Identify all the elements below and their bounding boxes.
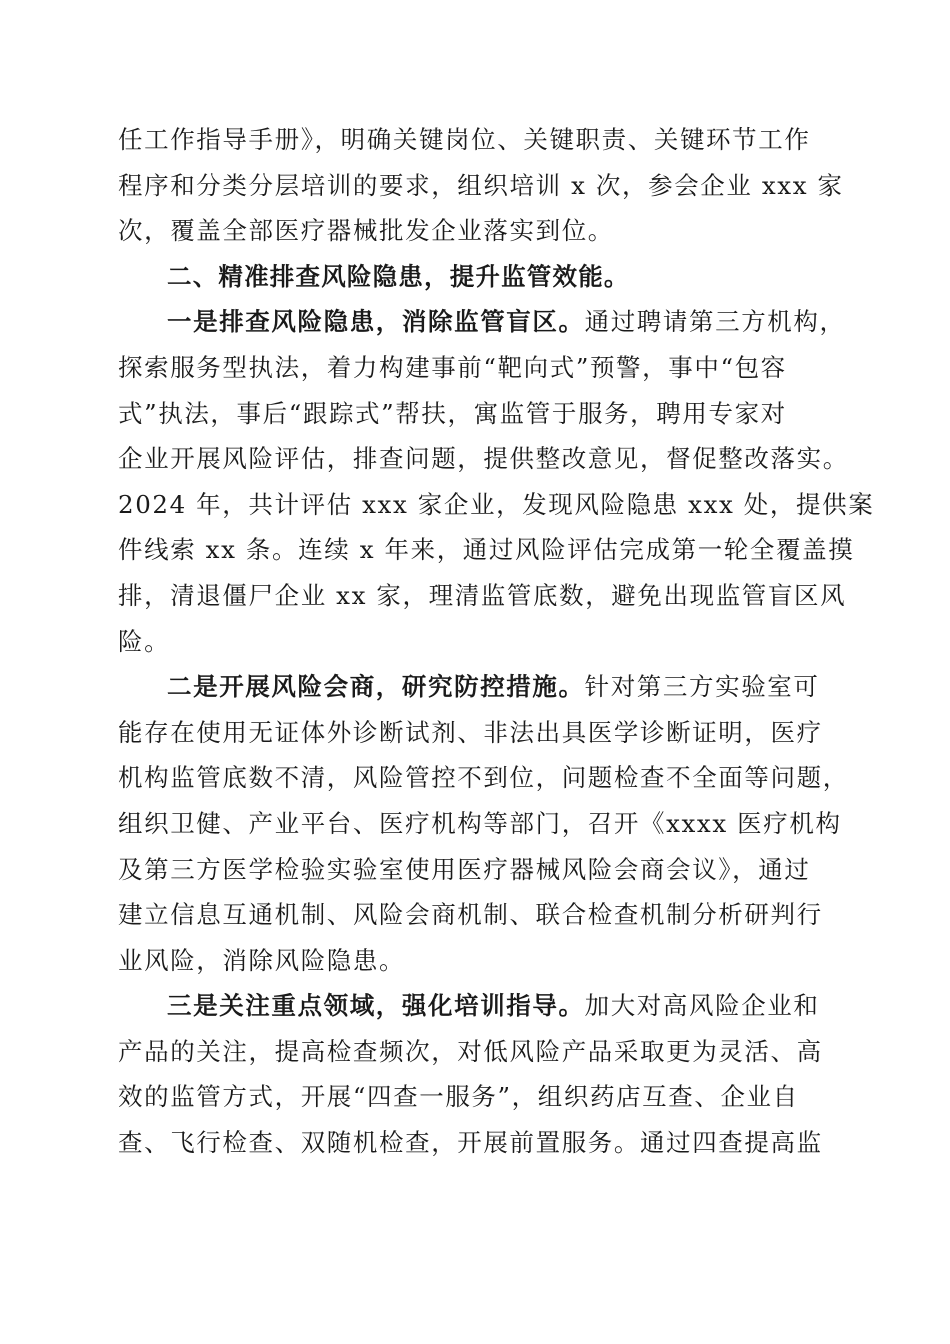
text-line: 2024 年，共计评估 xxx 家企业，发现风险隐患 xxx 处，提供案 bbox=[118, 489, 875, 519]
text-line: 查、飞行检查、双随机检查，开展前置服务。通过四查提高监 bbox=[118, 1128, 823, 1158]
section-heading-text: 二、精准排查风险隐患，提升监管效能。 bbox=[167, 261, 630, 291]
text-line: 组织卫健、产业平台、医疗机构等部门，召开《xxxx 医疗机构 bbox=[118, 808, 842, 838]
text-line bbox=[118, 983, 838, 1029]
paragraph-lead: 三是关注重点领域，强化培训指导。 bbox=[167, 991, 585, 1021]
paragraph-lead-rest: 针对第三方实验室可 bbox=[584, 672, 820, 702]
text-line: 件线索 xx 条。连续 x 年来，通过风险评估完成第一轮全覆盖摸 bbox=[118, 535, 855, 565]
paragraph-continuation bbox=[118, 117, 844, 254]
paragraph-lead: 二是开展风险会商，研究防控措施。 bbox=[167, 672, 585, 702]
text-line: 企业开展风险评估，排查问题，提供整改意见，督促整改落实。 bbox=[118, 444, 849, 474]
text-line bbox=[118, 664, 838, 710]
paragraph-risk-screening bbox=[118, 299, 875, 664]
text-line: 程序和分类分层培训的要求，组织培训 x 次，参会企业 xxx 家 bbox=[118, 170, 844, 200]
text-line: 及第三方医学检验实验室使用医疗器械风险会商会议》，通过 bbox=[118, 854, 811, 884]
text-line: 险。 bbox=[118, 626, 171, 656]
text-line: 能存在使用无证体外诊断试剂、非法出具医学诊断证明，医疗 bbox=[118, 717, 823, 747]
section-heading bbox=[118, 254, 838, 300]
text-line: 探索服务型执法，着力构建事前“靶向式”预警，事中“包容 bbox=[118, 352, 787, 382]
paragraph-lead: 一是排查风险隐患，消除监管盲区。 bbox=[167, 307, 585, 337]
text-line: 产品的关注，提高检查频次，对低风险产品采取更为灵活、高 bbox=[118, 1036, 823, 1066]
paragraph-risk-consultation bbox=[118, 664, 849, 983]
text-line: 排，清退僵尸企业 xx 家，理清监管底数，避免出现监管盲区风 bbox=[118, 580, 847, 610]
text-line: 建立信息互通机制、风险会商机制、联合检查机制分析研判行 bbox=[118, 900, 823, 930]
text-line: 任工作指导手册》，明确关键岗位、关键职责、关键环节工作 bbox=[118, 125, 811, 154]
text-line bbox=[118, 299, 846, 345]
text-line: 效的监管方式，开展“四查一服务”，组织药店互查、企业自 bbox=[118, 1082, 799, 1112]
document-body bbox=[118, 117, 875, 1166]
text-line: 业风险，消除风险隐患。 bbox=[118, 945, 406, 975]
text-line: 机构监管底数不清，风险管控不到位，问题检查不全面等问题， bbox=[118, 763, 849, 793]
paragraph-key-areas bbox=[118, 983, 838, 1165]
text-line: 次，覆盖全部医疗器械批发企业落实到位。 bbox=[118, 216, 614, 246]
paragraph-lead-rest: 加大对高风险企业和 bbox=[584, 991, 820, 1021]
text-line: 式”执法，事后“跟踪式”帮扶，寓监管于服务，聘用专家对 bbox=[118, 398, 787, 428]
paragraph-lead-rest: 通过聘请第三方机构， bbox=[584, 307, 846, 337]
